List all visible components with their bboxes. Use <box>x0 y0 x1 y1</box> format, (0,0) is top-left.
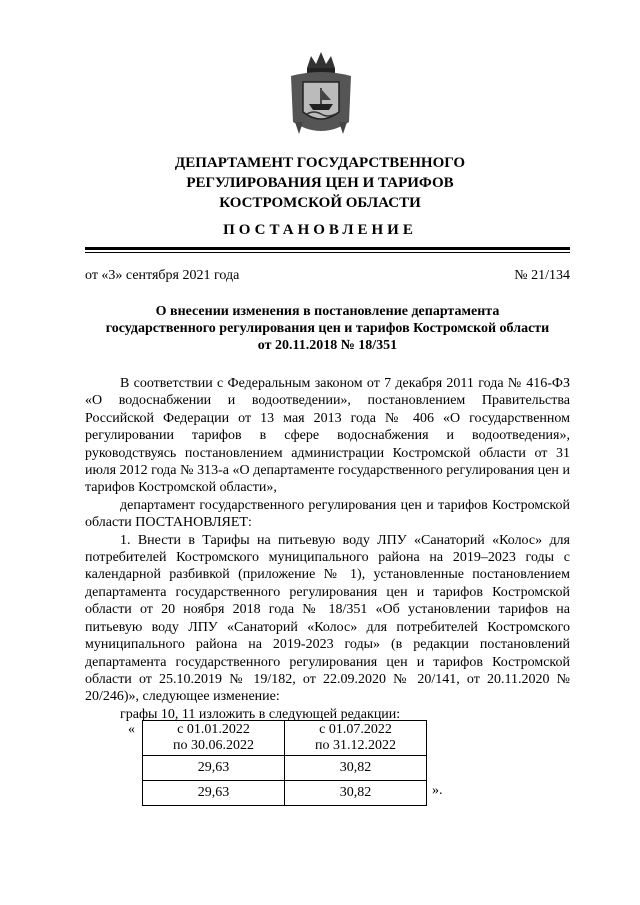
table-cell: 29,63 <box>143 756 285 781</box>
header-period-end: по 30.06.2022 <box>173 738 254 753</box>
header-period-end: по 31.12.2022 <box>315 738 396 753</box>
body-paragraph-columns: графы 10, 11 изложить в следующей редакции: <box>120 706 401 722</box>
header-divider-thin <box>85 252 570 253</box>
department-name <box>0 153 640 213</box>
subject-line-3: от 20.11.2018 № 18/351 <box>257 338 398 353</box>
table-quote-open: « <box>128 722 135 737</box>
table-cell: 30,82 <box>285 781 427 806</box>
header-period-start: с 01.07.2022 <box>319 722 392 737</box>
department-line-3: КОСТРОМСКОЙ ОБЛАСТИ <box>219 195 421 211</box>
document-date: от «3» сентября 2021 года <box>85 268 240 283</box>
table-header-cell <box>285 721 427 756</box>
subject-line-2: государственного регулирования цен и тарифов Костромской области <box>105 321 550 336</box>
document-number: № 21/134 <box>514 268 570 283</box>
table-cell: 29,63 <box>143 781 285 806</box>
body-paragraph-preamble: В соответствии с Федеральным законом от 7 декабря 2011 года № 416-ФЗ «О водоснабжении и водоотведении», постановлением Правительства Российской Федерации от 13 мая 2013 года № 406 «О государственном регулировании тарифов в сфере водоснабжения и водоотведения», руководствуясь постановлением администрации Костромской области от 31 июля 2012 года № 313-а «О департаменте государственного регулирования цен и тарифов Костромской области», <box>85 376 570 496</box>
table-quote-close: ». <box>432 783 443 798</box>
body-paragraph-resolves: департамент государственного регулирования цен и тарифов Костромской области ПОСТАНОВЛЯЕТ: <box>85 497 570 531</box>
table-header-cell <box>143 721 285 756</box>
department-line-2: РЕГУЛИРОВАНИЯ ЦЕН И ТАРИФОВ <box>186 175 454 191</box>
document-body <box>85 375 570 723</box>
body-paragraph-item-1: 1. Внести в Тарифы на питьевую воду ЛПУ «Санаторий «Колос» для потребителей Костромского муниципального района на 2019–2023 годы с календарной разбивкой (приложение № 1), установленные постановлением департамента государственного регулирования цен и тарифов Костромской области от 20 ноября 2018 года № 18/351 «Об установлении тарифов на питьевую воду ЛПУ «Санаторий «Колос» для потребителей Костромского муниципального района на 2019-2023 годы» (в редакции постановлений департамента государственного регулирования цен и тарифов Костромской области от 25.10.2019 № 19/182, от 22.09.2020 № 20/141, от 20.11.2020 № 20/246)», следующее изменение: <box>85 532 570 705</box>
document-subject <box>85 303 570 354</box>
header-period-start: с 01.01.2022 <box>177 722 250 737</box>
header-divider-thick <box>85 247 570 250</box>
table-row <box>143 781 427 806</box>
document-type-title: ПОСТАНОВЛЕНИЕ <box>223 222 417 238</box>
department-line-1: ДЕПАРТАМЕНТ ГОСУДАРСТВЕННОГО <box>174 155 466 171</box>
table-header-row <box>143 721 427 756</box>
table-row <box>143 756 427 781</box>
tariff-table <box>142 720 427 806</box>
table-cell: 30,82 <box>285 756 427 781</box>
coat-of-arms-emblem <box>285 50 357 138</box>
subject-line-1: О внесении изменения в постановление департамента <box>155 304 500 319</box>
